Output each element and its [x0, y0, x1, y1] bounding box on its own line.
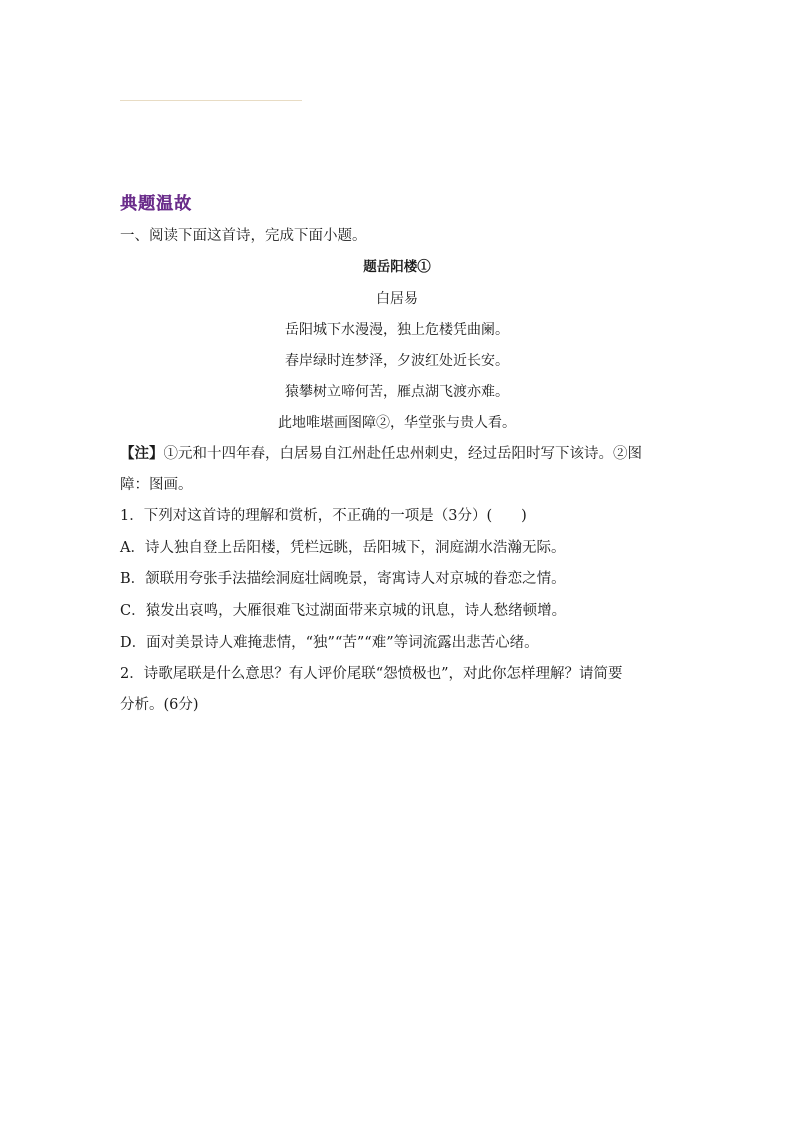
question-1-option-b: B．颔联用夸张手法描绘洞庭壮阔晚景，寄寓诗人对京城的眷恋之情。: [120, 571, 566, 587]
instruction: 一、阅读下面这首诗，完成下面小题。: [120, 228, 367, 244]
note-line-2: 障：图画。: [120, 477, 193, 493]
section-title: 典题温故: [120, 194, 192, 214]
question-1-option-c: C．猿发出哀鸣，大雁很难飞过湖面带来京城的讯息，诗人愁绪顿增。: [120, 603, 567, 619]
poem-line-2: 春岸绿时连梦泽，夕波红处近长安。: [285, 353, 509, 369]
question-1-stem: 1．下列对这首诗的理解和赏析，不正确的一项是（3分）( ): [120, 508, 527, 524]
poem-author: 白居易: [376, 291, 418, 307]
note-label: 【注】: [120, 445, 164, 462]
question-1-option-d: D．面对美景诗人难掩悲情，“独”“苦”“难”等词流露出悲苦心绪。: [120, 635, 539, 651]
header-rule: [120, 100, 302, 101]
question-1-option-a: A．诗人独自登上岳阳楼，凭栏远眺，岳阳城下，洞庭湖水浩瀚无际。: [120, 540, 566, 556]
note-text: ①元和十四年春，白居易自江州赴任忠州刺史，经过岳阳时写下该诗。②图: [163, 446, 642, 462]
poem-title: 题岳阳楼①: [363, 259, 431, 275]
question-2-line-1: 2．诗歌尾联是什么意思？有人评价尾联“怨愤极也”，对此你怎样理解？请简要: [120, 666, 623, 682]
poem-line-3: 猿攀树立啼何苦，雁点湖飞渡亦难。: [285, 384, 509, 400]
question-2-line-2: 分析。(6分): [120, 697, 199, 713]
poem-line-4: 此地唯堪画图障②，华堂张与贵人看。: [278, 415, 516, 431]
poem-line-1: 岳阳城下水漫漫，独上危楼凭曲阑。: [285, 322, 509, 338]
note-line-1: [120, 443, 642, 465]
